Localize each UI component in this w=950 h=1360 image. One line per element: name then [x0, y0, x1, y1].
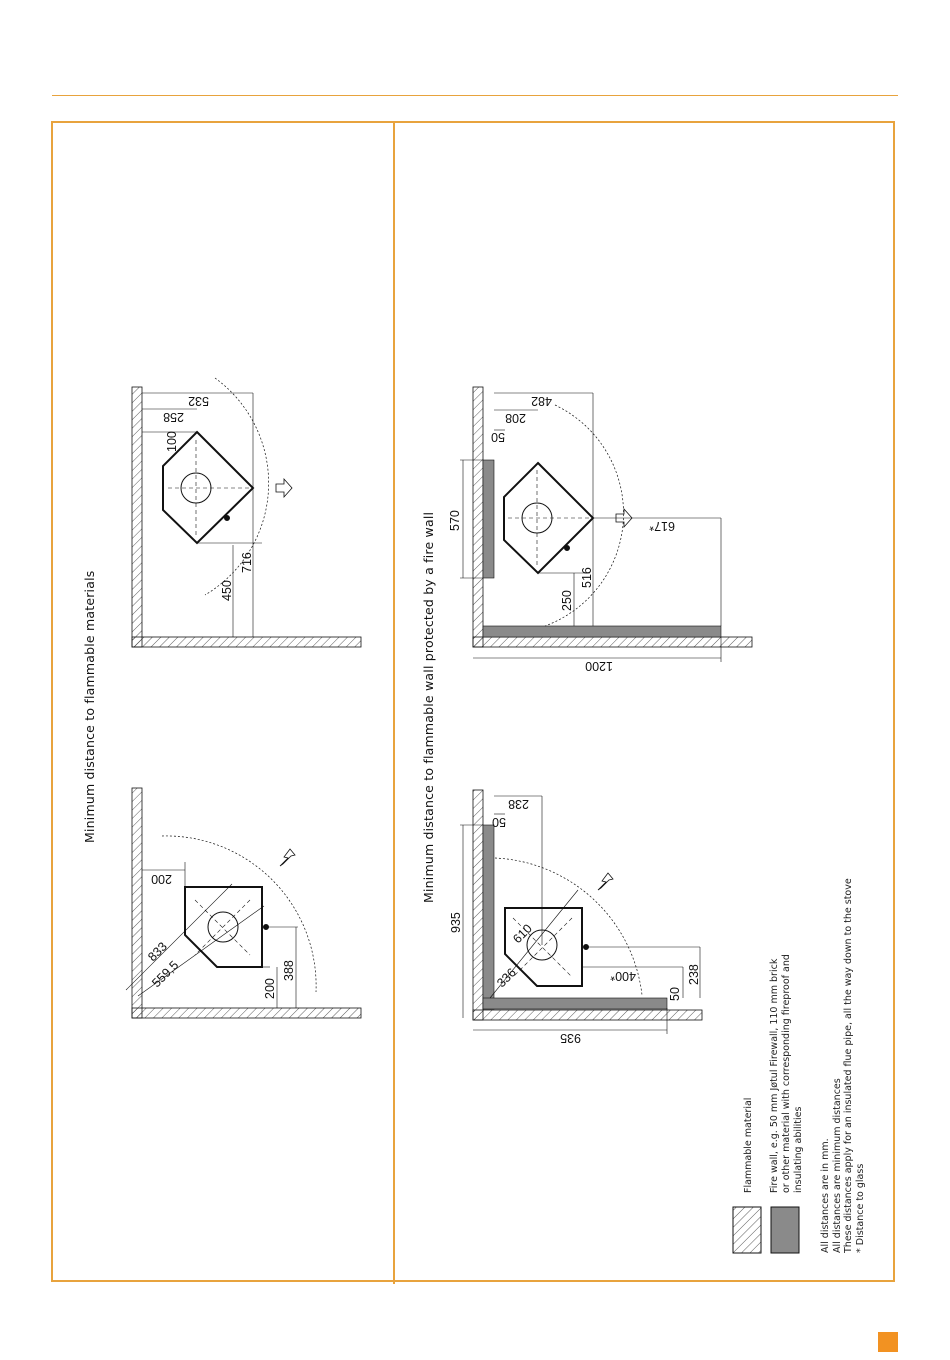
dim-label: 208 — [505, 411, 526, 425]
dim-label: 238 — [508, 797, 529, 811]
dim-label: 200 — [151, 872, 172, 886]
dim-label: 258 — [163, 410, 184, 424]
legend-swatches — [733, 1207, 799, 1253]
dim-label: 50 — [491, 430, 505, 444]
notes-block — [820, 878, 866, 1253]
diagram-firewall-corner-b — [460, 387, 752, 662]
dim-label: 935 — [449, 912, 463, 933]
note-line: All distances are in mm. — [820, 1138, 831, 1253]
fire-wall-swatch — [771, 1207, 799, 1253]
dim-label: 532 — [188, 394, 209, 408]
dim-label: 250 — [560, 590, 574, 611]
dim-label: 482 — [531, 394, 552, 408]
legend-firewall-line: or other material with corresponding fireproof and — [781, 954, 792, 1193]
dim-label: 716 — [240, 552, 254, 573]
dim-label: 400* — [610, 969, 636, 983]
dim-label: 50 — [492, 815, 506, 829]
legend-firewall-label — [769, 954, 805, 1193]
dim-label: 617* — [649, 519, 675, 533]
note-line: * Distance to glass — [854, 1163, 866, 1253]
legend-firewall-line: Fire wall, e.g. 50 mm Jøtul Firewall, 110 mm brick — [769, 958, 780, 1193]
dim-label: 1200 — [585, 659, 613, 673]
heading-flammable: Minimum distance to flammable materials — [82, 570, 97, 843]
dim-label: 450 — [220, 580, 234, 601]
dim-label: 200 — [263, 978, 277, 999]
dim-label: 100 — [165, 431, 179, 452]
dim-label: 516 — [580, 567, 594, 588]
dim-label: 833 — [145, 939, 170, 965]
dim-label: 238 — [687, 964, 701, 985]
dim-label: 388 — [282, 960, 296, 981]
dim-label: 50 — [668, 987, 682, 1001]
legend-firewall-line: insulating abilities — [793, 1106, 804, 1193]
heading-firewall: Minimum distance to flammable wall protected by a fire wall — [421, 511, 436, 903]
flammable-material-swatch — [733, 1207, 761, 1253]
note-line: These distances apply for an insulated flue pipe, all the way down to the stove — [843, 878, 854, 1253]
dim-label: 336 — [494, 965, 519, 991]
dim-label: 559,5 — [149, 958, 182, 991]
legend-flammable-label: Flammable material — [743, 1097, 754, 1193]
dim-label: 610 — [510, 921, 535, 947]
dim-label: 935 — [560, 1031, 581, 1045]
dim-label: 570 — [448, 510, 462, 531]
note-line: All distances are minimum distances — [831, 1078, 843, 1253]
